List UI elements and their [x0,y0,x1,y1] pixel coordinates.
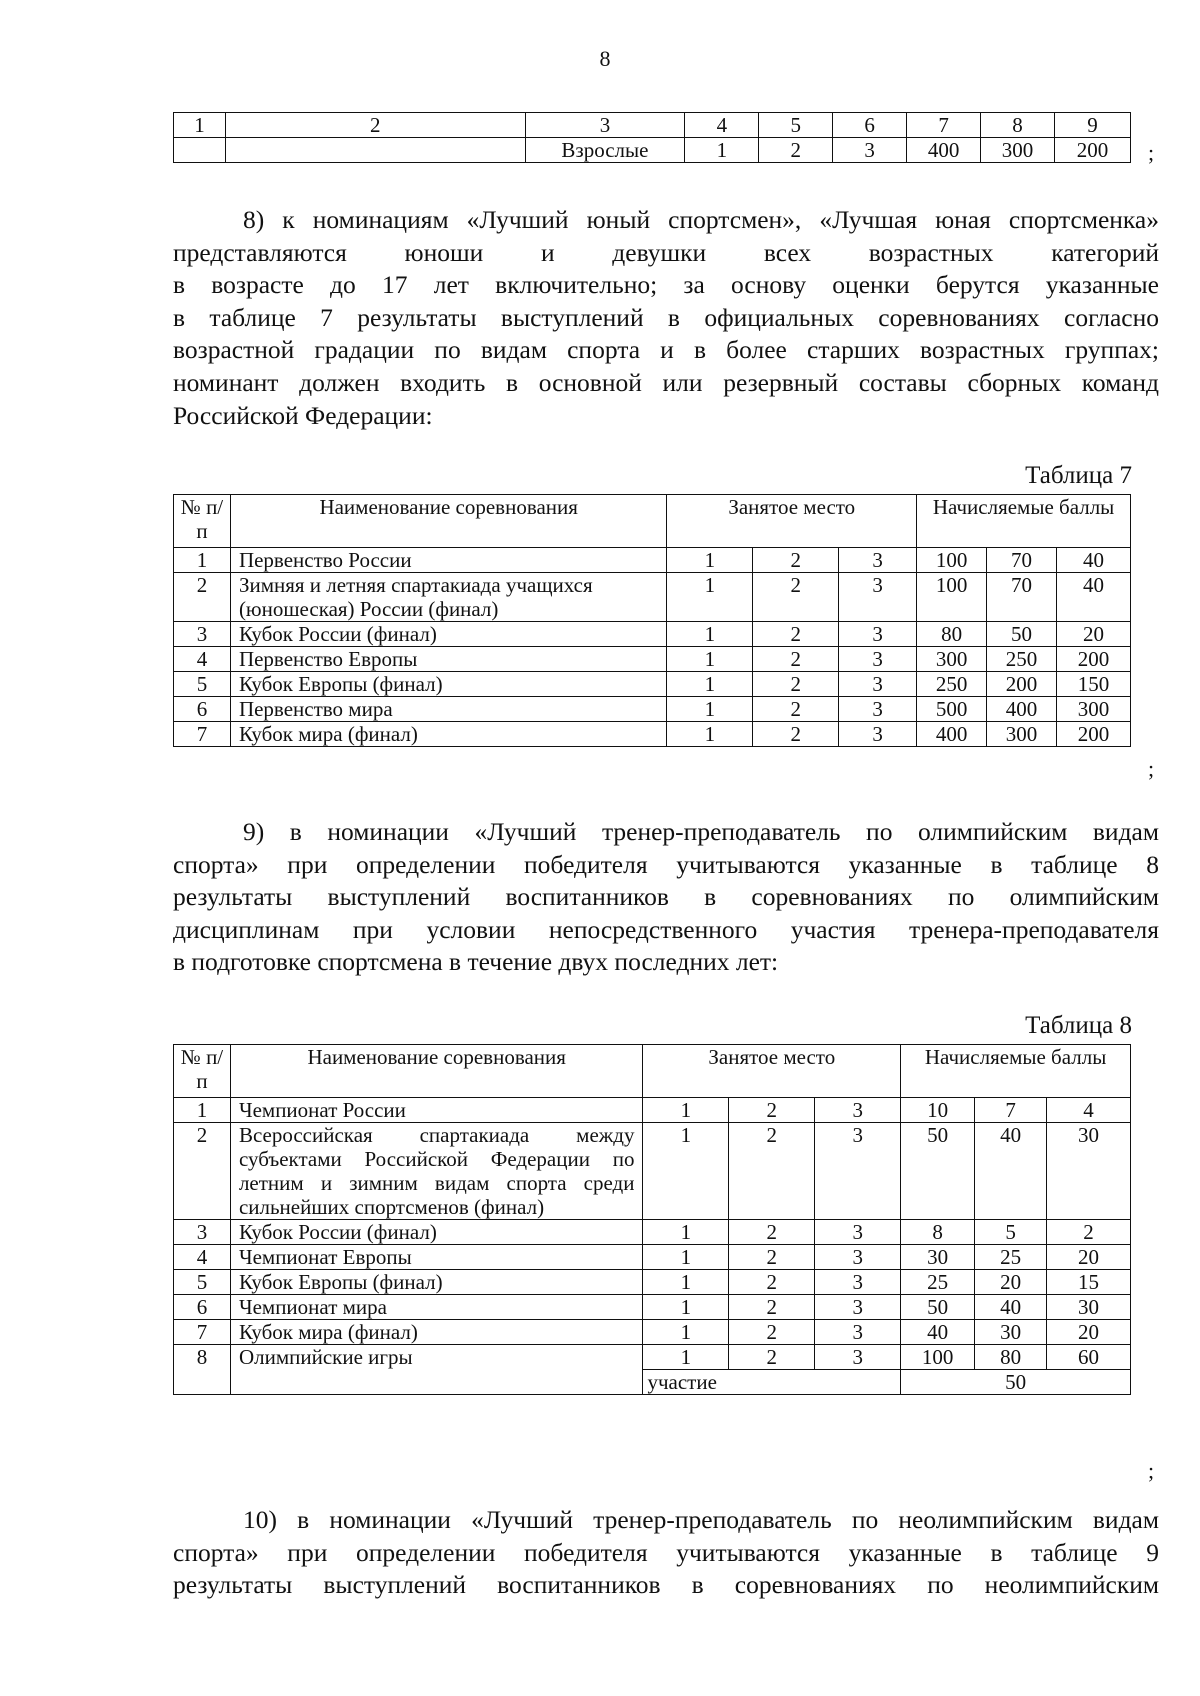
table-terminator: ; [1148,140,1155,165]
col-4: 4 [685,113,759,138]
continuation-table [173,112,1131,163]
table-row: 3 Кубок России (финал) 1 2 3 8 5 2 [174,1220,1131,1245]
table-header-row [174,1045,1131,1098]
header-place: Занятое место [643,1045,901,1098]
table-row: 7 Кубок мира (финал) 1 2 3 40 30 20 [174,1320,1131,1345]
table-row: 1 Первенство России 1 2 3 100 70 40 [174,548,1131,573]
paragraph-10: 10) в номинации «Лучший тренер-преподаватель по неолимпийским видам спорта» при определении победителя учитываются указанные в таблице 9 результаты выступлений воспитанников в соревнованиях по неолимпийским [173,1505,1159,1600]
header-place: Занятое место [667,495,917,548]
table-row: Взрослые 1 2 3 400 300 200 [174,138,1131,163]
header-points: Начисляемые баллы [901,1045,1131,1098]
table-row: 1 Чемпионат России 1 2 3 10 7 4 [174,1098,1131,1123]
participation-points: 50 [901,1370,1131,1395]
col-1: 1 [174,113,226,138]
table-row: 3 Кубок России (финал) 1 2 3 80 50 20 [174,622,1131,647]
table-row: 7 Кубок мира (финал) 1 2 3 400 300 200 [174,722,1131,747]
col-2: 2 [225,113,525,138]
page-number: 8 [599,46,611,71]
table-row: 2 Зимняя и летняя спартакиада учащихся (юношеская) России (финал) 1 2 3 100 70 40 [174,573,1131,622]
col-3: 3 [525,113,685,138]
paragraph-8: 8) к номинациям «Лучший юный спортсмен», «Лучшая юная спортсменка» представляются юноши и девушки всех возрастных категорий в возрасте до 17 лет включительно; за основу оценки берутся указанные в таблице 7 результаты выступлений в официальных соревнованиях согласно возрастной градации по видам спорта и в более старших возрастных группах; номинант должен входить в основной или резервный составы сборных команд Российской Федерации: [173,205,1159,430]
table-row: 8 Олимпийские игры 1 2 3 100 80 60 [174,1345,1131,1370]
col-5: 5 [759,113,833,138]
column-number-row [174,113,1131,138]
table-row: 5 Кубок Европы (финал) 1 2 3 250 200 150 [174,672,1131,697]
table-row: 5 Кубок Европы (финал) 1 2 3 25 20 15 [174,1270,1131,1295]
table-8-caption: Таблица 8 [1025,1012,1132,1039]
table-row: 4 Чемпионат Европы 1 2 3 30 25 20 [174,1245,1131,1270]
header-name: Наименование соревнования [230,1045,643,1098]
table-terminator: ; [1148,756,1155,781]
table-row: 6 Первенство мира 1 2 3 500 400 300 [174,697,1131,722]
paragraph-9: 9) в номинации «Лучший тренер-преподаватель по олимпийским видам спорта» при определении победителя учитываются указанные в таблице 8 результаты выступлений воспитанников в соревнованиях по олимпийским дисциплинам при условии непосредственного участия тренера-преподавателя в подготовке спортсмена в течение двух последних лет: [173,817,1159,977]
col-9: 9 [1054,113,1130,138]
table-8 [173,1044,1131,1395]
table-header-row [174,495,1131,548]
col-6: 6 [833,113,907,138]
col-8: 8 [981,113,1055,138]
table-row: 4 Первенство Европы 1 2 3 300 250 200 [174,647,1131,672]
header-points: Начисляемые баллы [917,495,1131,548]
header-name: Наименование соревнования [230,495,666,548]
col-7: 7 [907,113,981,138]
table-terminator: ; [1148,1458,1155,1483]
header-num: № п/п [174,495,231,548]
table-row: 6 Чемпионат мира 1 2 3 50 40 30 [174,1295,1131,1320]
participation-label: участие [643,1370,901,1395]
table-7 [173,494,1131,747]
age-group: Взрослые [525,138,685,163]
header-num: № п/п [174,1045,231,1098]
table-7-caption: Таблица 7 [1025,462,1132,489]
table-row: 2 Всероссийская спартакиада между субъектами Российской Федерации по летним и зимним видам спорта среди сильнейших спортсменов (финал) 1 2 3 50 40 30 [174,1123,1131,1220]
